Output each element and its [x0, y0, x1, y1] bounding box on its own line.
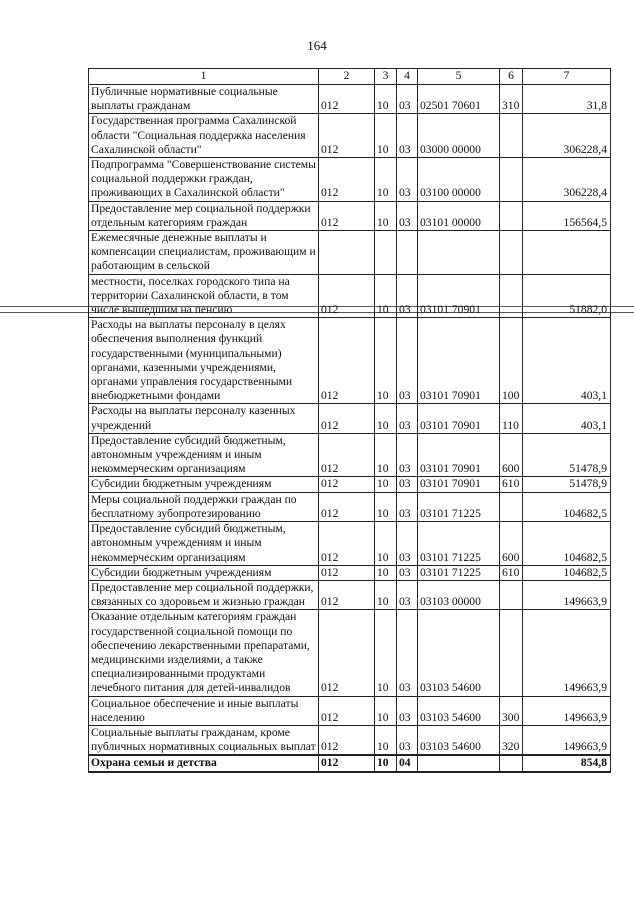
row-subsection-cell: 03	[397, 274, 418, 318]
row-expense-type-cell: 110	[500, 404, 523, 433]
row-amount-cell: 104682,5	[523, 565, 611, 580]
row-name-cell: Предоставление субсидий бюджетным, автономным учреждениям и иным некоммерческим организациям	[89, 433, 319, 477]
row-section-cell: 10	[375, 158, 397, 202]
row-subsection-cell: 03	[397, 696, 418, 725]
table-row	[89, 318, 611, 404]
row-section-cell: 10	[375, 274, 397, 318]
row-ministry-code-cell: 012	[319, 201, 375, 230]
row-target-article-cell: 03103 54600	[418, 610, 500, 696]
row-subsection-cell: 03	[397, 85, 418, 114]
row-section-cell: 10	[375, 433, 397, 477]
table-row	[89, 85, 611, 114]
row-subsection-cell: 03	[397, 477, 418, 492]
row-name-cell: Оказание отдельным категориям граждан государственной социальной помощи по обеспечению лекарственными препаратами, медицинскими изделиями, а также специализированными продуктами лечебного питания для детей-инвалидов	[89, 610, 319, 696]
row-subsection-cell: 03	[397, 114, 418, 158]
row-ministry-code-cell: 012	[319, 477, 375, 492]
row-ministry-code-cell: 012	[319, 274, 375, 318]
row-ministry-code-cell	[319, 231, 375, 275]
row-expense-type-cell	[500, 201, 523, 230]
row-target-article-cell: 03103 54600	[418, 696, 500, 725]
row-target-article-cell: 03103 54600	[418, 725, 500, 755]
row-name-cell: Ежемесячные денежные выплаты и компенсации специалистам, проживающим и работающим в сельской	[89, 231, 319, 275]
row-amount-cell: 31,8	[523, 85, 611, 114]
row-section-cell: 10	[375, 114, 397, 158]
table-row	[89, 492, 611, 521]
row-expense-type-cell: 300	[500, 696, 523, 725]
row-subsection-cell: 03	[397, 725, 418, 755]
row-amount-cell: 149663,9	[523, 725, 611, 755]
header-row	[89, 69, 611, 85]
row-name-cell: Расходы на выплаты персоналу казенных учреждений	[89, 404, 319, 433]
row-section-cell	[375, 231, 397, 275]
row-expense-type-cell	[500, 158, 523, 202]
row-ministry-code-cell: 012	[319, 725, 375, 755]
row-section-cell: 10	[375, 580, 397, 609]
row-section-cell: 10	[375, 696, 397, 725]
row-target-article-cell: 03100 00000	[418, 158, 500, 202]
row-subsection-cell: 03	[397, 522, 418, 566]
row-name-cell: местности, поселках городского типа на территории Сахалинской области, в том числе вышедшим на пенсию	[89, 274, 319, 318]
row-name-cell: Предоставление мер социальной поддержки отдельным категориям граждан	[89, 201, 319, 230]
row-subsection-cell: 03	[397, 158, 418, 202]
row-amount-cell: 156564,5	[523, 201, 611, 230]
column-header: 2	[319, 69, 375, 85]
row-ministry-code-cell: 012	[319, 433, 375, 477]
row-expense-type-cell: 610	[500, 477, 523, 492]
row-expense-type-cell: 310	[500, 85, 523, 114]
table-row	[89, 158, 611, 202]
row-name-cell: Социальное обеспечение и иные выплаты населению	[89, 696, 319, 725]
row-amount-cell: 104682,5	[523, 492, 611, 521]
table-row	[89, 755, 611, 771]
row-expense-type-cell	[500, 610, 523, 696]
table-row	[89, 231, 611, 275]
table-row	[89, 433, 611, 477]
row-section-cell: 10	[375, 404, 397, 433]
row-expense-type-cell	[500, 231, 523, 275]
row-expense-type-cell: 610	[500, 565, 523, 580]
row-expense-type-cell	[500, 492, 523, 521]
row-subsection-cell: 03	[397, 492, 418, 521]
column-header: 5	[418, 69, 500, 85]
row-section-cell: 10	[375, 201, 397, 230]
column-header: 7	[523, 69, 611, 85]
page-number: 164	[307, 38, 327, 53]
row-subsection-cell: 03	[397, 404, 418, 433]
row-subsection-cell	[397, 231, 418, 275]
row-section-cell: 10	[375, 565, 397, 580]
row-name-cell: Подпрограмма "Совершенствование системы социальной поддержки граждан, проживающих в Сахалинской области"	[89, 158, 319, 202]
table-row	[89, 725, 611, 755]
row-target-article-cell: 03101 70901	[418, 477, 500, 492]
row-amount-cell: 149663,9	[523, 610, 611, 696]
row-expense-type-cell: 600	[500, 522, 523, 566]
row-expense-type-cell: 320	[500, 725, 523, 755]
row-subsection-cell: 03	[397, 565, 418, 580]
row-amount-cell: 854,8	[523, 755, 611, 771]
table-header	[89, 69, 611, 85]
row-subsection-cell: 04	[397, 755, 418, 771]
row-expense-type-cell	[500, 580, 523, 609]
row-subsection-cell: 03	[397, 580, 418, 609]
row-amount-cell: 149663,9	[523, 580, 611, 609]
row-target-article-cell: 03101 71225	[418, 565, 500, 580]
row-name-cell: Государственная программа Сахалинской области "Социальная поддержка населения Сахалинской области"	[89, 114, 319, 158]
row-name-cell: Публичные нормативные социальные выплаты гражданам	[89, 85, 319, 114]
row-name-cell: Расходы на выплаты персоналу в целях обеспечения выполнения функций государственными (муниципальными) органами, казенными учреждениями, органами управления государственными внебюджетными фондами	[89, 318, 319, 404]
row-name-cell: Субсидии бюджетным учреждениям	[89, 477, 319, 492]
row-ministry-code-cell: 012	[319, 580, 375, 609]
table-row	[89, 274, 611, 318]
column-header: 4	[397, 69, 418, 85]
row-section-cell: 10	[375, 755, 397, 771]
row-section-cell: 10	[375, 85, 397, 114]
row-target-article-cell: 03103 00000	[418, 580, 500, 609]
row-target-article-cell: 03101 00000	[418, 201, 500, 230]
row-expense-type-cell: 600	[500, 433, 523, 477]
row-amount-cell: 51882,0	[523, 274, 611, 318]
row-name-cell: Предоставление мер социальной поддержки, связанных со здоровьем и жизнью граждан	[89, 580, 319, 609]
row-expense-type-cell: 100	[500, 318, 523, 404]
row-name-cell: Охрана семьи и детства	[89, 755, 319, 771]
row-target-article-cell: 03101 71225	[418, 492, 500, 521]
row-section-cell: 10	[375, 522, 397, 566]
row-ministry-code-cell: 012	[319, 158, 375, 202]
row-ministry-code-cell: 012	[319, 85, 375, 114]
row-ministry-code-cell: 012	[319, 755, 375, 771]
row-expense-type-cell	[500, 755, 523, 771]
row-amount-cell	[523, 231, 611, 275]
row-ministry-code-cell: 012	[319, 318, 375, 404]
row-ministry-code-cell: 012	[319, 114, 375, 158]
row-name-cell: Предоставление субсидий бюджетным, автономным учреждениям и иным некоммерческим организациям	[89, 522, 319, 566]
row-subsection-cell: 03	[397, 318, 418, 404]
row-expense-type-cell	[500, 274, 523, 318]
row-subsection-cell: 03	[397, 201, 418, 230]
row-name-cell: Субсидии бюджетным учреждениям	[89, 565, 319, 580]
row-ministry-code-cell: 012	[319, 696, 375, 725]
row-amount-cell: 403,1	[523, 404, 611, 433]
row-amount-cell: 104682,5	[523, 522, 611, 566]
row-subsection-cell: 03	[397, 433, 418, 477]
row-target-article-cell: 03101 70901	[418, 318, 500, 404]
table-row	[89, 114, 611, 158]
row-expense-type-cell	[500, 114, 523, 158]
row-ministry-code-cell: 012	[319, 522, 375, 566]
table-row	[89, 522, 611, 566]
column-header: 6	[500, 69, 523, 85]
table-row	[89, 610, 611, 696]
table-row	[89, 404, 611, 433]
row-name-cell: Меры социальной поддержки граждан по бесплатному зубопротезированию	[89, 492, 319, 521]
row-target-article-cell: 02501 70601	[418, 85, 500, 114]
row-subsection-cell: 03	[397, 610, 418, 696]
table-row	[89, 580, 611, 609]
table-row	[89, 201, 611, 230]
row-target-article-cell: 03000 00000	[418, 114, 500, 158]
row-target-article-cell: 03101 71225	[418, 522, 500, 566]
row-section-cell: 10	[375, 477, 397, 492]
row-target-article-cell: 03101 70901	[418, 274, 500, 318]
row-amount-cell: 149663,9	[523, 696, 611, 725]
row-section-cell: 10	[375, 610, 397, 696]
row-ministry-code-cell: 012	[319, 492, 375, 521]
row-amount-cell: 51478,9	[523, 477, 611, 492]
row-name-cell: Социальные выплаты гражданам, кроме публичных нормативных социальных выплат	[89, 725, 319, 755]
table-row	[89, 477, 611, 492]
row-amount-cell: 51478,9	[523, 433, 611, 477]
row-section-cell: 10	[375, 725, 397, 755]
row-target-article-cell: 03101 70901	[418, 404, 500, 433]
column-header: 1	[89, 69, 319, 85]
row-amount-cell: 306228,4	[523, 114, 611, 158]
row-target-article-cell	[418, 755, 500, 771]
row-ministry-code-cell: 012	[319, 610, 375, 696]
row-target-article-cell: 03101 70901	[418, 433, 500, 477]
row-section-cell: 10	[375, 318, 397, 404]
table-body	[89, 85, 611, 772]
column-header: 3	[375, 69, 397, 85]
row-ministry-code-cell: 012	[319, 565, 375, 580]
row-ministry-code-cell: 012	[319, 404, 375, 433]
table-row	[89, 696, 611, 725]
table-row	[89, 565, 611, 580]
row-amount-cell: 403,1	[523, 318, 611, 404]
row-target-article-cell	[418, 231, 500, 275]
row-amount-cell: 306228,4	[523, 158, 611, 202]
row-section-cell: 10	[375, 492, 397, 521]
budget-table	[88, 68, 611, 773]
